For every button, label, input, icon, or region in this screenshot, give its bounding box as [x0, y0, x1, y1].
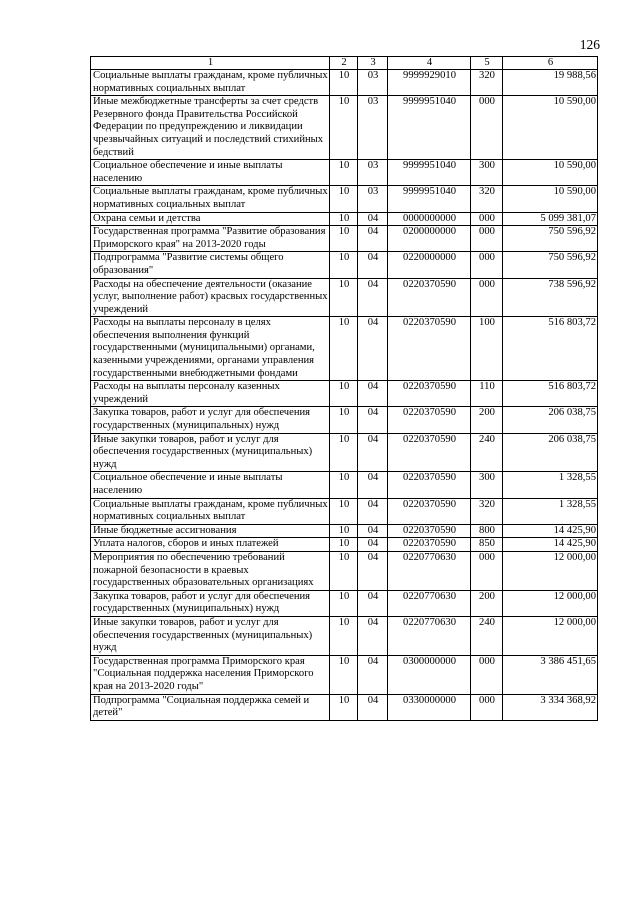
table-row — [91, 278, 598, 317]
row-expense-type: 320 — [471, 498, 503, 524]
row-description: Социальное обеспечение и иные выплаты населению — [91, 160, 330, 186]
row-description: Закупка товаров, работ и услуг для обеспечения государственных (муниципальных) нужд — [91, 590, 330, 616]
row-subsection-code: 04 — [358, 472, 388, 498]
column-header: 5 — [471, 57, 503, 70]
row-subsection-code: 04 — [358, 278, 388, 317]
table-body — [91, 70, 598, 721]
row-target-article: 0220370590 — [388, 433, 471, 472]
table-row — [91, 538, 598, 552]
row-amount: 750 596,92 — [503, 252, 598, 278]
row-section-code: 10 — [330, 407, 358, 433]
row-description: Подпрограмма "Социальная поддержка семей и детей" — [91, 694, 330, 720]
row-amount: 12 000,00 — [503, 590, 598, 616]
row-description: Подпрограмма "Развитие системы общего образования" — [91, 252, 330, 278]
row-subsection-code: 04 — [358, 655, 388, 694]
row-expense-type: 240 — [471, 433, 503, 472]
page-number: 126 — [579, 37, 600, 52]
row-target-article: 0200000000 — [388, 226, 471, 252]
row-expense-type: 000 — [471, 252, 503, 278]
row-description: Государственная программа Приморского края "Социальная поддержка населения Приморского края на 2013-2020 годы" — [91, 655, 330, 694]
row-target-article: 9999951040 — [388, 160, 471, 186]
row-description: Иные межбюджетные трансферты за счет средств Резервного фонда Правительства Российской Федерации по предупреждению и ликвидации чрезвычайных ситуаций и последствий стихийных бедствий — [91, 96, 330, 160]
row-amount: 19 988,56 — [503, 70, 598, 96]
row-section-code: 10 — [330, 551, 358, 590]
row-section-code: 10 — [330, 186, 358, 212]
table-row — [91, 524, 598, 538]
row-expense-type: 000 — [471, 96, 503, 160]
row-description: Иные закупки товаров, работ и услуг для обеспечения государственных (муниципальных) нужд — [91, 616, 330, 655]
row-target-article: 0330000000 — [388, 694, 471, 720]
table-row — [91, 433, 598, 472]
row-subsection-code: 03 — [358, 160, 388, 186]
row-target-article: 9999951040 — [388, 186, 471, 212]
row-expense-type: 000 — [471, 226, 503, 252]
row-section-code: 10 — [330, 252, 358, 278]
row-amount: 10 590,00 — [503, 186, 598, 212]
row-description: Расходы на выплаты персоналу в целях обеспечения выполнения функций государственными (муниципальными) органами, казенными учреждениями, органами управления государственными внебюджетными фондами — [91, 317, 330, 381]
table-row — [91, 551, 598, 590]
row-amount: 516 803,72 — [503, 317, 598, 381]
row-expense-type: 320 — [471, 186, 503, 212]
row-target-article: 0220370590 — [388, 278, 471, 317]
row-subsection-code: 04 — [358, 551, 388, 590]
row-section-code: 10 — [330, 317, 358, 381]
row-description: Иные закупки товаров, работ и услуг для обеспечения государственных (муниципальных) нужд — [91, 433, 330, 472]
row-amount: 12 000,00 — [503, 616, 598, 655]
column-header: 6 — [503, 57, 598, 70]
row-expense-type: 000 — [471, 694, 503, 720]
table-row — [91, 616, 598, 655]
row-amount: 738 596,92 — [503, 278, 598, 317]
row-description: Иные бюджетные ассигнования — [91, 524, 330, 538]
row-amount: 10 590,00 — [503, 96, 598, 160]
row-amount: 10 590,00 — [503, 160, 598, 186]
row-expense-type: 240 — [471, 616, 503, 655]
table-row — [91, 407, 598, 433]
table-row — [91, 96, 598, 160]
row-subsection-code: 03 — [358, 70, 388, 96]
row-target-article: 0220370590 — [388, 538, 471, 552]
row-amount: 516 803,72 — [503, 381, 598, 407]
table-row — [91, 655, 598, 694]
column-header: 4 — [388, 57, 471, 70]
row-amount: 14 425,90 — [503, 524, 598, 538]
row-description: Социальные выплаты гражданам, кроме публичных нормативных социальных выплат — [91, 498, 330, 524]
row-section-code: 10 — [330, 694, 358, 720]
row-expense-type: 110 — [471, 381, 503, 407]
table-row — [91, 252, 598, 278]
row-description: Охрана семьи и детства — [91, 212, 330, 226]
row-subsection-code: 04 — [358, 226, 388, 252]
row-section-code: 10 — [330, 590, 358, 616]
row-section-code: 10 — [330, 498, 358, 524]
row-target-article: 9999951040 — [388, 96, 471, 160]
row-subsection-code: 04 — [358, 317, 388, 381]
row-subsection-code: 04 — [358, 498, 388, 524]
row-section-code: 10 — [330, 433, 358, 472]
table-row — [91, 472, 598, 498]
row-section-code: 10 — [330, 381, 358, 407]
table-row — [91, 226, 598, 252]
row-expense-type: 200 — [471, 407, 503, 433]
row-description: Закупка товаров, работ и услуг для обеспечения государственных (муниципальных) нужд — [91, 407, 330, 433]
row-target-article: 0220770630 — [388, 590, 471, 616]
row-subsection-code: 04 — [358, 212, 388, 226]
row-amount: 12 000,00 — [503, 551, 598, 590]
row-description: Расходы на обеспечение деятельности (оказание услуг, выполнение работ) красвых государственных учреждений — [91, 278, 330, 317]
row-amount: 3 334 368,92 — [503, 694, 598, 720]
row-subsection-code: 04 — [358, 252, 388, 278]
table-row — [91, 498, 598, 524]
row-subsection-code: 04 — [358, 538, 388, 552]
table-row — [91, 694, 598, 720]
row-section-code: 10 — [330, 538, 358, 552]
row-description: Мероприятия по обеспечению требований пожарной безопасности в краевых государственных образовательных организациях — [91, 551, 330, 590]
row-target-article: 0300000000 — [388, 655, 471, 694]
table-row — [91, 186, 598, 212]
column-header: 3 — [358, 57, 388, 70]
row-amount: 3 386 451,65 — [503, 655, 598, 694]
row-target-article: 0220000000 — [388, 252, 471, 278]
row-expense-type: 200 — [471, 590, 503, 616]
row-amount: 5 099 381,07 — [503, 212, 598, 226]
row-section-code: 10 — [330, 226, 358, 252]
row-amount: 1 328,55 — [503, 498, 598, 524]
row-expense-type: 320 — [471, 70, 503, 96]
table-row — [91, 590, 598, 616]
row-description: Социальное обеспечение и иные выплаты населению — [91, 472, 330, 498]
row-section-code: 10 — [330, 212, 358, 226]
row-description: Расходы на выплаты персоналу казенных учреждений — [91, 381, 330, 407]
budget-table — [90, 56, 598, 721]
row-subsection-code: 04 — [358, 381, 388, 407]
row-expense-type: 100 — [471, 317, 503, 381]
row-expense-type: 000 — [471, 278, 503, 317]
table-header-row — [91, 57, 598, 70]
column-header: 1 — [91, 57, 330, 70]
row-section-code: 10 — [330, 278, 358, 317]
row-target-article: 0000000000 — [388, 212, 471, 226]
row-subsection-code: 04 — [358, 407, 388, 433]
row-description: Государственная программа "Развитие образования Приморского края" на 2013-2020 годы — [91, 226, 330, 252]
row-expense-type: 800 — [471, 524, 503, 538]
row-description: Уплата налогов, сборов и иных платежей — [91, 538, 330, 552]
row-section-code: 10 — [330, 472, 358, 498]
row-expense-type: 000 — [471, 655, 503, 694]
table-row — [91, 160, 598, 186]
row-target-article: 0220370590 — [388, 407, 471, 433]
row-section-code: 10 — [330, 160, 358, 186]
row-expense-type: 000 — [471, 212, 503, 226]
row-target-article: 0220770630 — [388, 616, 471, 655]
row-target-article: 0220370590 — [388, 524, 471, 538]
row-subsection-code: 04 — [358, 590, 388, 616]
row-section-code: 10 — [330, 70, 358, 96]
row-target-article: 0220370590 — [388, 472, 471, 498]
row-subsection-code: 04 — [358, 616, 388, 655]
row-amount: 14 425,90 — [503, 538, 598, 552]
row-amount: 1 328,55 — [503, 472, 598, 498]
table-row — [91, 70, 598, 96]
table-row — [91, 381, 598, 407]
row-target-article: 0220370590 — [388, 317, 471, 381]
row-subsection-code: 04 — [358, 524, 388, 538]
row-amount: 750 596,92 — [503, 226, 598, 252]
row-subsection-code: 04 — [358, 694, 388, 720]
row-target-article: 0220770630 — [388, 551, 471, 590]
row-target-article: 9999929010 — [388, 70, 471, 96]
column-header: 2 — [330, 57, 358, 70]
row-section-code: 10 — [330, 655, 358, 694]
row-subsection-code: 04 — [358, 433, 388, 472]
row-target-article: 0220370590 — [388, 498, 471, 524]
row-target-article: 0220370590 — [388, 381, 471, 407]
row-subsection-code: 03 — [358, 96, 388, 160]
row-amount: 206 038,75 — [503, 407, 598, 433]
row-amount: 206 038,75 — [503, 433, 598, 472]
row-description: Социальные выплаты гражданам, кроме публичных нормативных социальных выплат — [91, 186, 330, 212]
row-description: Социальные выплаты гражданам, кроме публичных нормативных социальных выплат — [91, 70, 330, 96]
row-expense-type: 850 — [471, 538, 503, 552]
row-section-code: 10 — [330, 96, 358, 160]
row-section-code: 10 — [330, 616, 358, 655]
row-section-code: 10 — [330, 524, 358, 538]
row-expense-type: 300 — [471, 160, 503, 186]
row-expense-type: 000 — [471, 551, 503, 590]
row-expense-type: 300 — [471, 472, 503, 498]
row-subsection-code: 03 — [358, 186, 388, 212]
table-row — [91, 317, 598, 381]
table-row — [91, 212, 598, 226]
